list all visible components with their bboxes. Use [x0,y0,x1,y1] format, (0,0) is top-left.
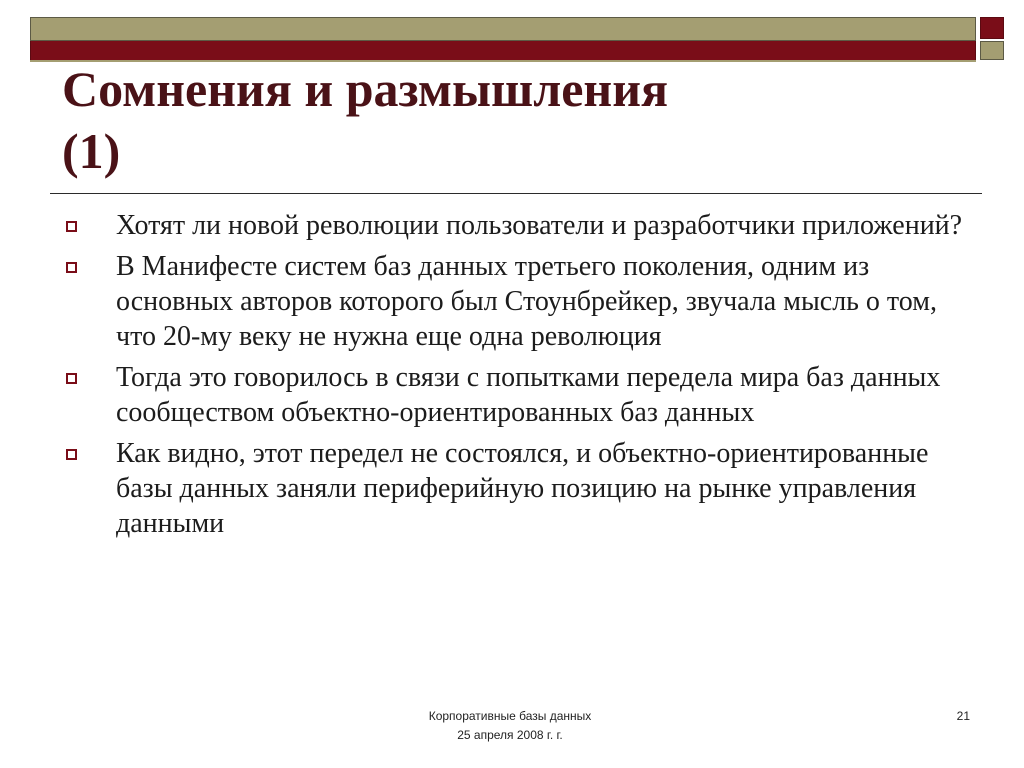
bullet-item [64,360,964,430]
bullet-item [64,249,964,354]
bullet-item [64,436,964,541]
hollow-square-bullet-icon [66,373,77,384]
hollow-square-bullet-icon [66,221,77,232]
footer-date: 25 апреля 2008 г. г. [457,728,563,742]
header-band-olive [30,17,976,41]
bullet-item [64,208,964,243]
header-corner-square-olive [980,41,1004,60]
slide-title-line-1: Сомнения и размышления [62,61,669,117]
header-corner-square-maroon [980,17,1004,39]
slide-title [62,58,942,182]
bullet-text: Тогда это говорилось в связи с попытками передела мира баз данных сообществом объектно-ориентированных баз данных [116,362,941,428]
bullet-text: В Манифесте систем баз данных третьего поколения, одним из основных авторов которого был Стоунбрейкер, звучала мысль о том, что 20-му веку не нужна еще одна революция [116,251,937,352]
hollow-square-bullet-icon [66,262,77,273]
hollow-square-bullet-icon [66,449,77,460]
title-divider [50,193,982,194]
slide-title-line-2: (1) [62,123,121,179]
bullet-text: Как видно, этот передел не состоялся, и объектно-ориентированные базы данных заняли периферийную позицию на рынке управления данными [116,438,929,539]
bullet-text: Хотят ли новой революции пользователи и разработчики приложений? [116,210,963,241]
footer-course: Корпоративные базы данных [428,709,592,723]
footer-caption [360,707,660,745]
bullet-list [64,208,964,547]
page-number: 21 [956,709,970,723]
